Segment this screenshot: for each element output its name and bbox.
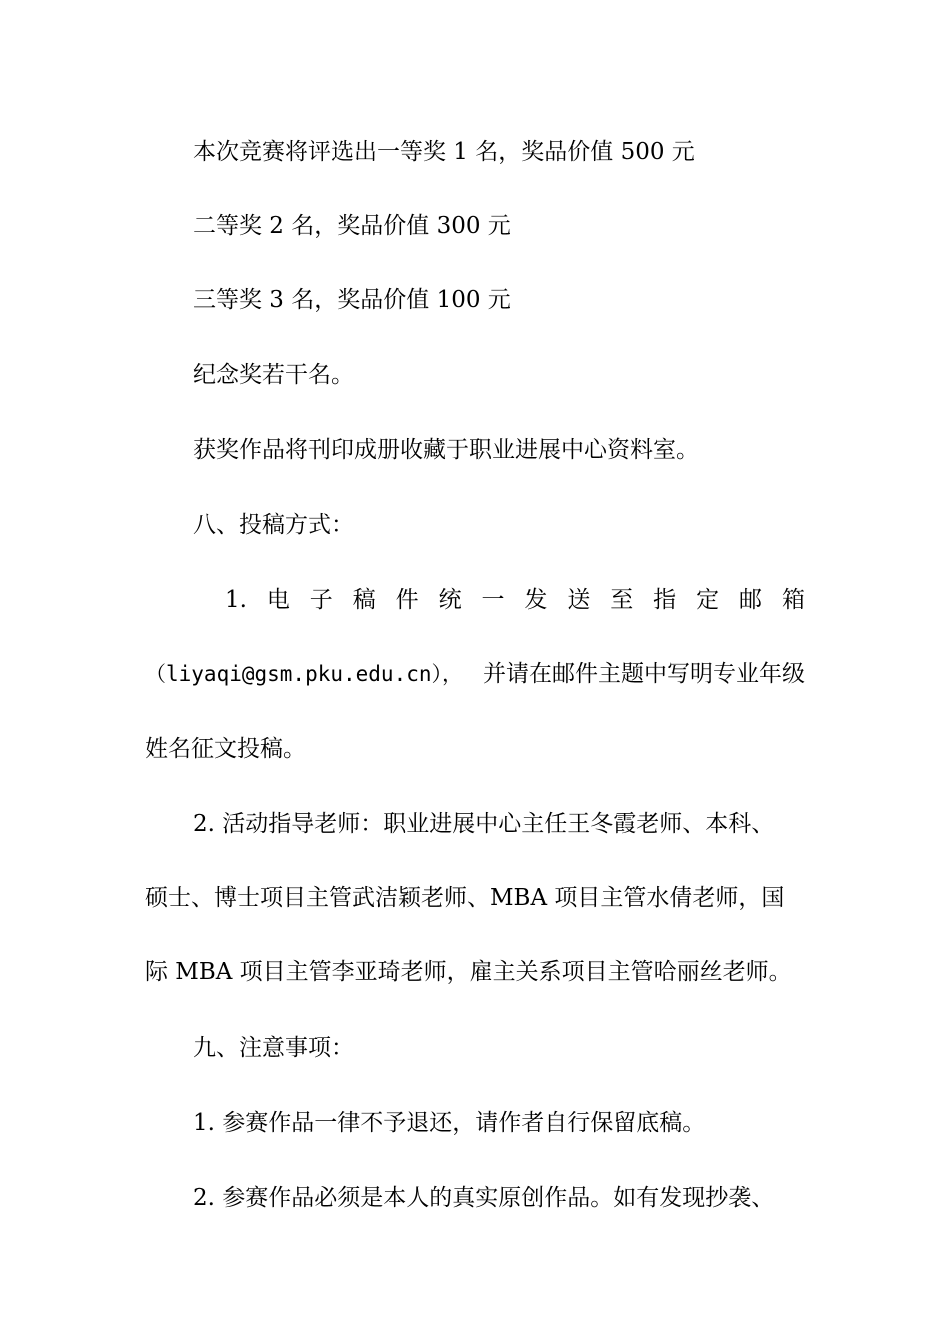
submission-1-line-2: [145, 659, 805, 689]
spaced-char: 指: [653, 587, 677, 613]
submission-2-line-1: 2. 活动指导老师：职业进展中心主任王冬霞老师、本科、: [193, 811, 775, 837]
submission-2-line-2: 硕士、博士项目主管武洁颖老师、MBA 项目主管水倩老师，国: [145, 885, 785, 911]
note-2-paragraph: 2. 参赛作品必须是本人的真实原创作品。如有发现抄袭、: [193, 1185, 775, 1211]
spaced-char: 稿: [352, 587, 376, 613]
note-1-paragraph: 1. 参赛作品一律不予退还，请作者自行保留底稿。: [193, 1110, 706, 1136]
prize-third-paragraph: 三等奖 3 名，奖品价值 100 元: [193, 287, 511, 313]
submission-1-line-1: [193, 585, 805, 615]
section-9-heading: 九、注意事项：: [193, 1035, 354, 1061]
spaced-char: 至: [610, 587, 634, 613]
spaced-char: 定: [696, 587, 720, 613]
winning-works-paragraph: 获奖作品将刊印成册收藏于职业进展中心资料室。: [193, 437, 699, 463]
section-8-heading: 八、投稿方式：: [193, 512, 354, 538]
spaced-char: 子: [309, 587, 333, 613]
spaced-char: 件: [395, 587, 419, 613]
email-address: （liyaqi@gsm.pku.edu.cn），: [145, 662, 464, 686]
spaced-char: 邮: [739, 587, 763, 613]
submission-1-number: 1.: [225, 587, 247, 613]
prize-memorial-paragraph: 纪念奖若干名。: [193, 362, 354, 388]
submission-2-line-3: 际 MBA 项目主管李亚琦老师，雇主关系项目主管哈丽丝老师。: [145, 959, 792, 985]
submission-1-rest: 并请在邮件主题中写明专业年级: [483, 661, 805, 687]
spaced-char: 送: [567, 587, 591, 613]
spaced-char: 发: [524, 587, 548, 613]
prize-second-paragraph: 二等奖 2 名，奖品价值 300 元: [193, 213, 511, 239]
spaced-char: 电: [266, 587, 290, 613]
submission-1-line-3: 姓名征文投稿。: [145, 736, 306, 762]
prize-first-paragraph: 本次竞赛将评选出一等奖 1 名，奖品价值 500 元: [193, 139, 695, 165]
spaced-char: 统: [438, 587, 462, 613]
spaced-char: 箱: [781, 587, 805, 613]
spaced-char: 一: [481, 587, 505, 613]
